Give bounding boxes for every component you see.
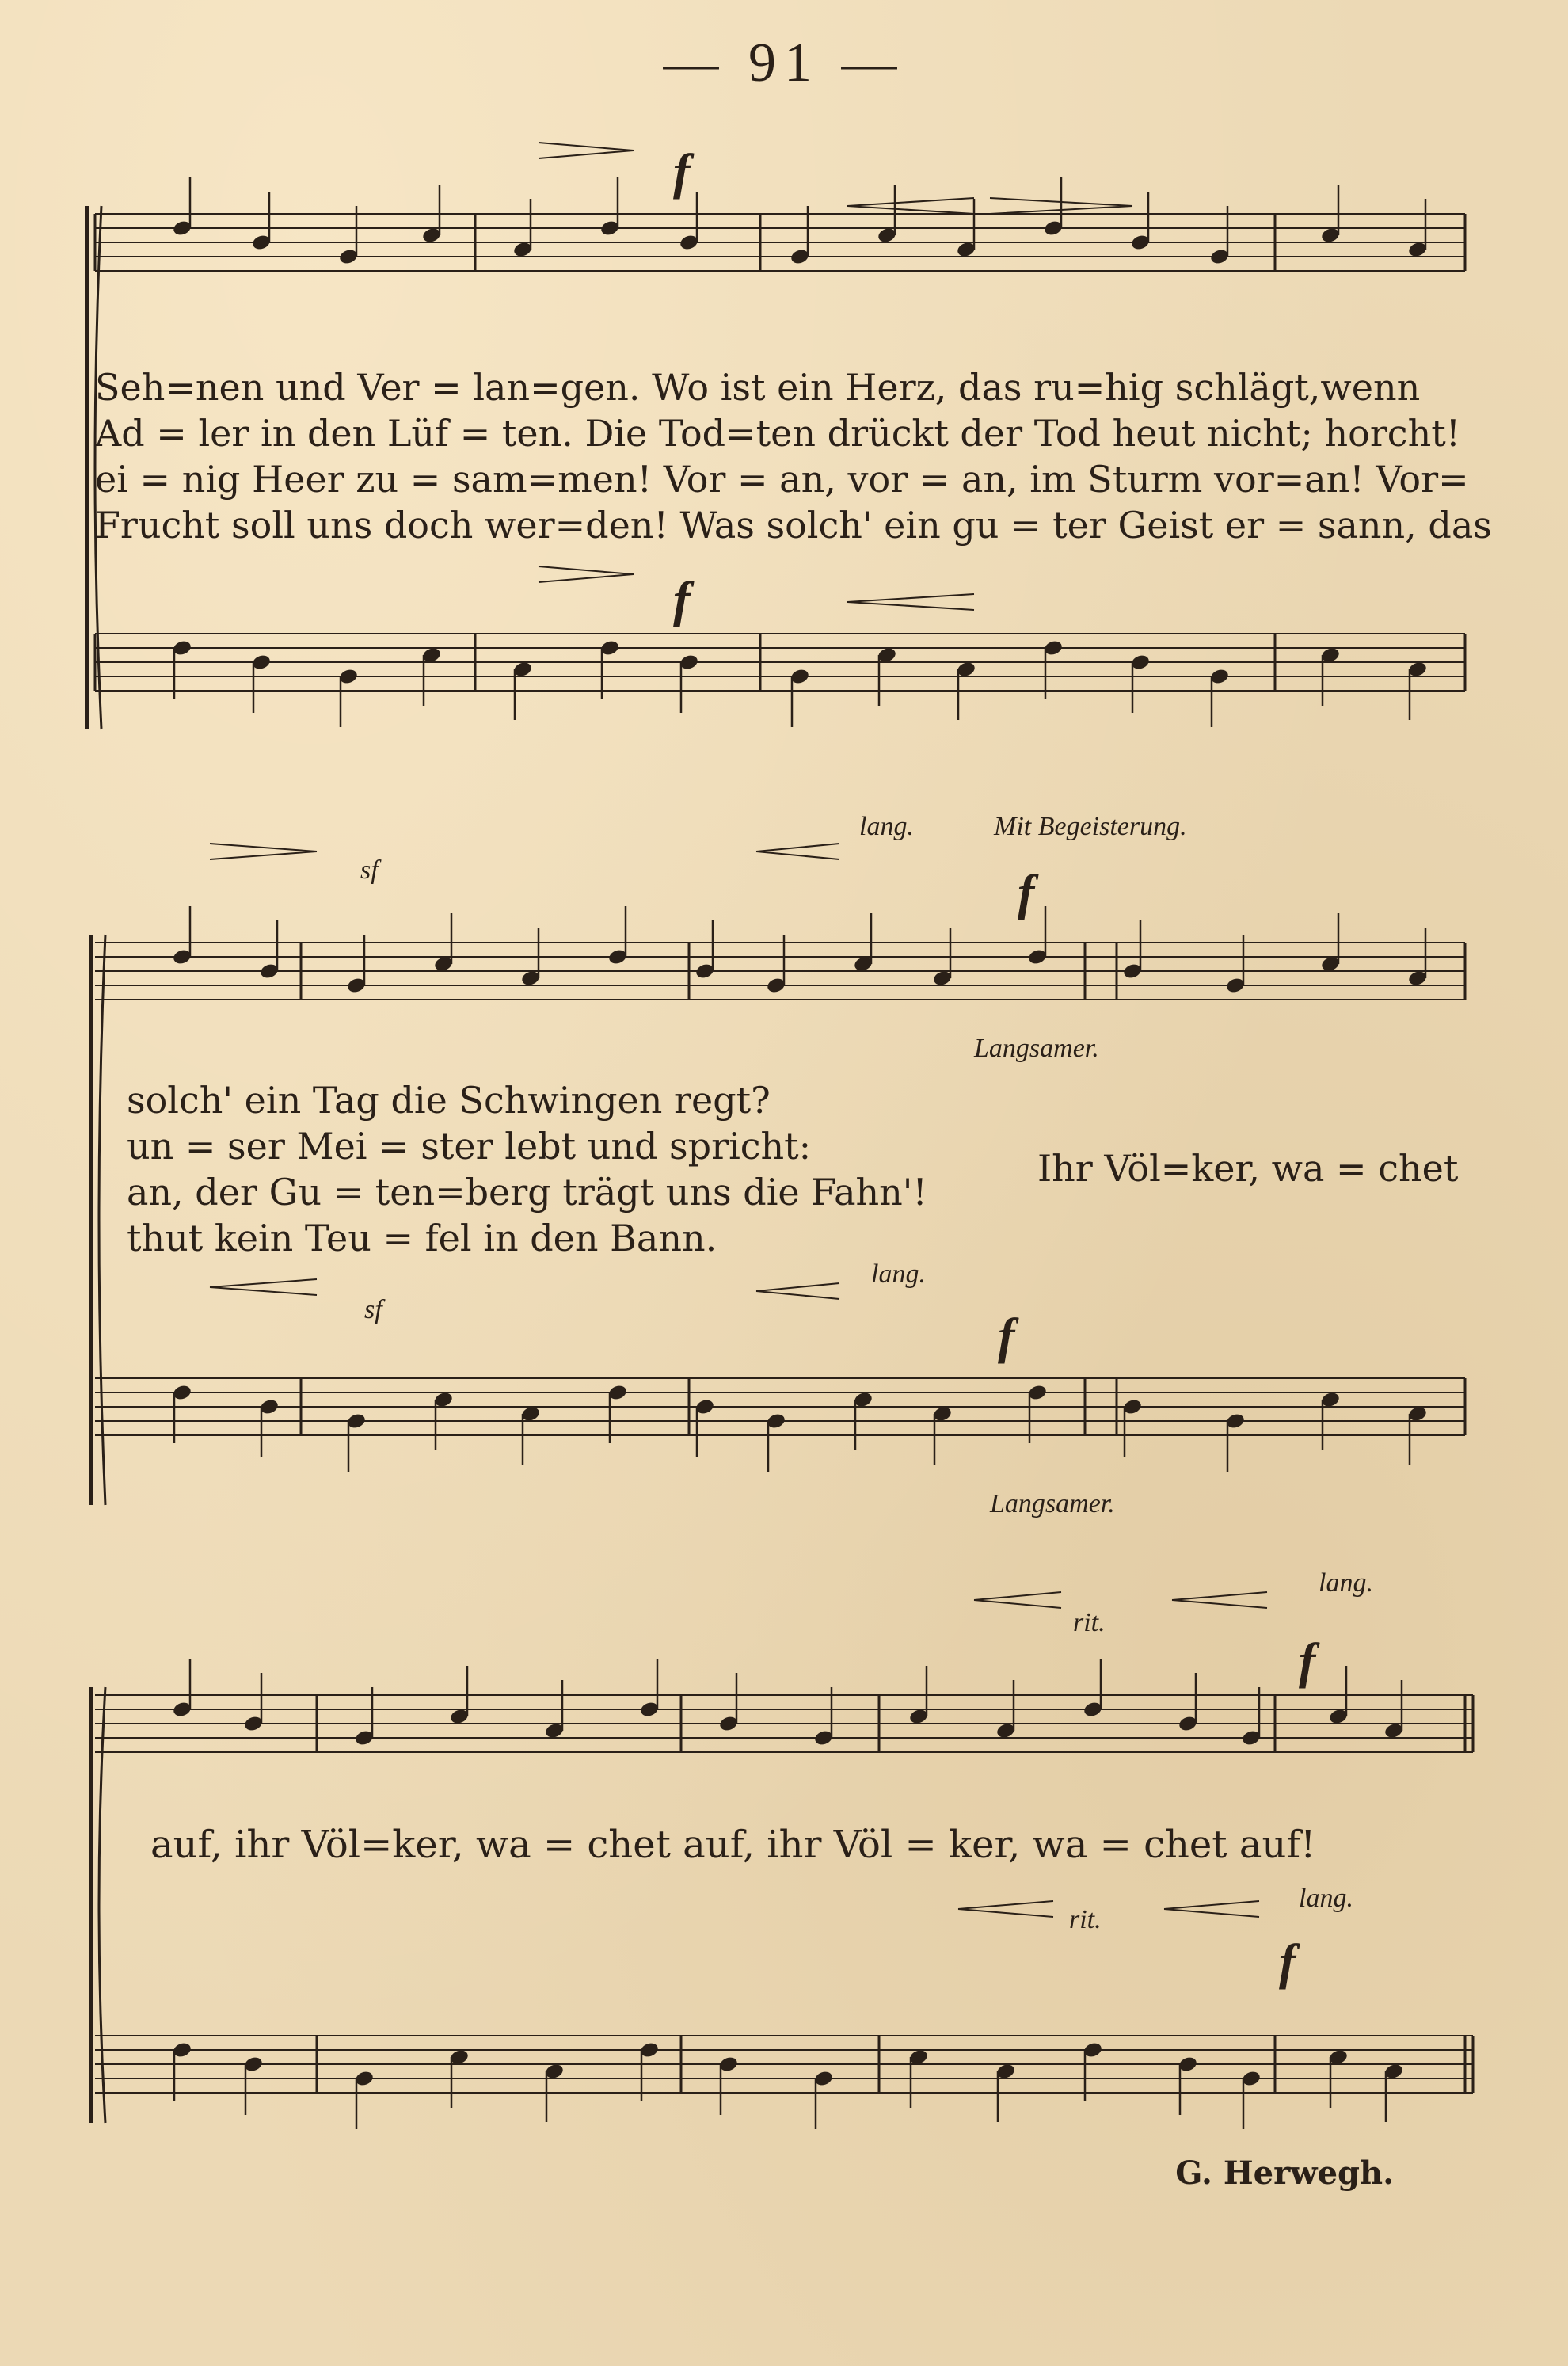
dynamic-forte: f [673, 143, 691, 200]
tempo-lang: lang. [871, 1259, 926, 1289]
decrescendo-hairpin [210, 844, 317, 859]
lyric-line: un = ser Mei = ster lebt und spricht: [127, 1125, 812, 1168]
tempo-lang: lang. [859, 812, 914, 841]
crescendo-hairpin [847, 198, 974, 214]
lyric-line: Frucht soll uns doch wer=den! Was solch' ein gu = ter Geist er = sann, das [95, 504, 1492, 547]
crescendo-hairpin [847, 594, 974, 610]
tempo-lang: lang. [1319, 1568, 1373, 1598]
decrescendo-hairpin [539, 566, 634, 582]
lyric-line: ei = nig Heer zu = sam=men! Vor = an, vor = an, im Sturm vor=an! Vor= [95, 458, 1469, 501]
system1-lyrics [95, 364, 1492, 548]
dynamic-forte: f [1299, 1633, 1316, 1689]
dynamic-sf: sf [364, 1295, 382, 1324]
tempo-lang: lang. [1299, 1884, 1353, 1913]
crescendo-hairpin [1172, 1592, 1267, 1608]
crescendo-hairpin [756, 844, 839, 859]
dynamic-forte: f [673, 571, 691, 627]
lyric-line: Ad = ler in den Lüf = ten. Die Tod=ten drückt der Tod heut nicht; horcht! [95, 412, 1461, 455]
dynamic-forte: f [1279, 1934, 1296, 1990]
crescendo-hairpin [1164, 1901, 1259, 1917]
crescendo-hairpin [958, 1901, 1053, 1917]
lyric-line: thut kein Teu = fel in den Bann. [127, 1217, 717, 1259]
lyric-line: solch' ein Tag die Schwingen regt? [127, 1079, 771, 1122]
tempo-mit-begeisterung: Mit Begeisterung. [994, 812, 1187, 841]
author-credit: G. Herwegh. [1175, 2155, 1394, 2192]
system-bracket [99, 935, 105, 1505]
crescendo-hairpin [974, 1592, 1061, 1608]
page-number: — 91 — [663, 32, 905, 93]
system3-lyrics [150, 1822, 1315, 1868]
lyric-line: auf, ihr Völ=ker, wa = chet auf, ihr Völ = ker, wa = chet auf! [150, 1823, 1316, 1867]
tempo-rit: rit. [1073, 1608, 1106, 1637]
lyric-line: Seh=nen und Ver = lan=gen. Wo ist ein Herz, das ru=hig schlägt,wenn [95, 366, 1421, 409]
lyric-line: an, der Gu = ten=berg trägt uns die Fahn'! [127, 1171, 927, 1213]
dynamic-sf: sf [360, 855, 379, 885]
dynamic-forte: f [1018, 864, 1035, 920]
system2-lyrics [127, 1077, 927, 1261]
tempo-rit: rit. [1069, 1905, 1102, 1934]
refrain-text: Ihr Völ=ker, wa = chet [1037, 1147, 1459, 1190]
crescendo-hairpin [756, 1283, 839, 1299]
tempo-langsamer: Langsamer. [990, 1489, 1115, 1518]
crescendo-hairpin [210, 1279, 317, 1295]
decrescendo-hairpin [539, 143, 634, 158]
tempo-langsamer: Langsamer. [974, 1034, 1099, 1063]
dynamic-forte: f [998, 1308, 1015, 1364]
